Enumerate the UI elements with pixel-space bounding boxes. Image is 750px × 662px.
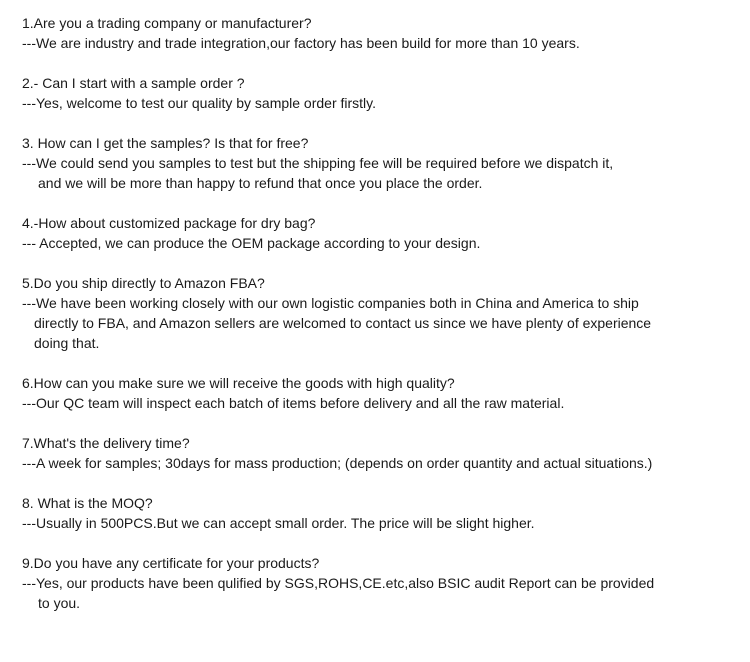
- faq-item-9: [22, 553, 742, 613]
- faq-question: 6.How can you make sure we will receive the goods with high quality?: [22, 375, 455, 391]
- faq-answer: ---Yes, welcome to test our quality by sample order firstly.: [22, 95, 377, 111]
- faq-question: 5.Do you ship directly to Amazon FBA?: [22, 275, 265, 291]
- faq-answer: --- Accepted, we can produce the OEM package according to your design.: [22, 235, 481, 251]
- faq-answer: ---We could send you samples to test but the shipping fee will be required before we dispatch it,: [22, 155, 614, 171]
- faq-item-6: [22, 373, 742, 413]
- faq-answer-continued: and we will be more than happy to refund that once you place the order.: [38, 175, 483, 191]
- faq-question: 7.What's the delivery time?: [22, 435, 190, 451]
- faq-answer: ---Yes, our products have been qulified by SGS,ROHS,CE.etc,also BSIC audit Report can be provided: [22, 575, 655, 591]
- faq-answer-continued: directly to FBA, and Amazon sellers are welcomed to contact us since we have plenty of experience: [34, 315, 652, 331]
- faq-question: 1.Are you a trading company or manufacturer?: [22, 15, 312, 31]
- faq-item-2: [22, 73, 742, 113]
- faq-item-8: [22, 493, 742, 533]
- faq-question: 8. What is the MOQ?: [22, 495, 153, 511]
- faq-list: [22, 13, 742, 633]
- faq-item-4: [22, 213, 742, 253]
- faq-question: 3. How can I get the samples? Is that for free?: [22, 135, 309, 151]
- faq-answer: ---A week for samples; 30days for mass production; (depends on order quantity and actual situations.): [22, 455, 653, 471]
- faq-question: 2.- Can I start with a sample order ?: [22, 75, 245, 91]
- faq-answer-continued: to you.: [38, 595, 81, 611]
- faq-answer: ---Our QC team will inspect each batch of items before delivery and all the raw material.: [22, 395, 565, 411]
- faq-question: 4.-How about customized package for dry bag?: [22, 215, 316, 231]
- faq-answer: ---We are industry and trade integration,our factory has been build for more than 10 years.: [22, 35, 580, 51]
- faq-item-1: [22, 13, 742, 53]
- faq-item-3: [22, 133, 742, 193]
- faq-item-5: [22, 273, 742, 353]
- faq-item-7: [22, 433, 742, 473]
- faq-answer: ---We have been working closely with our own logistic companies both in China and America to ship: [22, 295, 639, 311]
- faq-answer: ---Usually in 500PCS.But we can accept small order. The price will be slight higher.: [22, 515, 535, 531]
- faq-question: 9.Do you have any certificate for your products?: [22, 555, 320, 571]
- faq-answer-continued: doing that.: [34, 335, 100, 351]
